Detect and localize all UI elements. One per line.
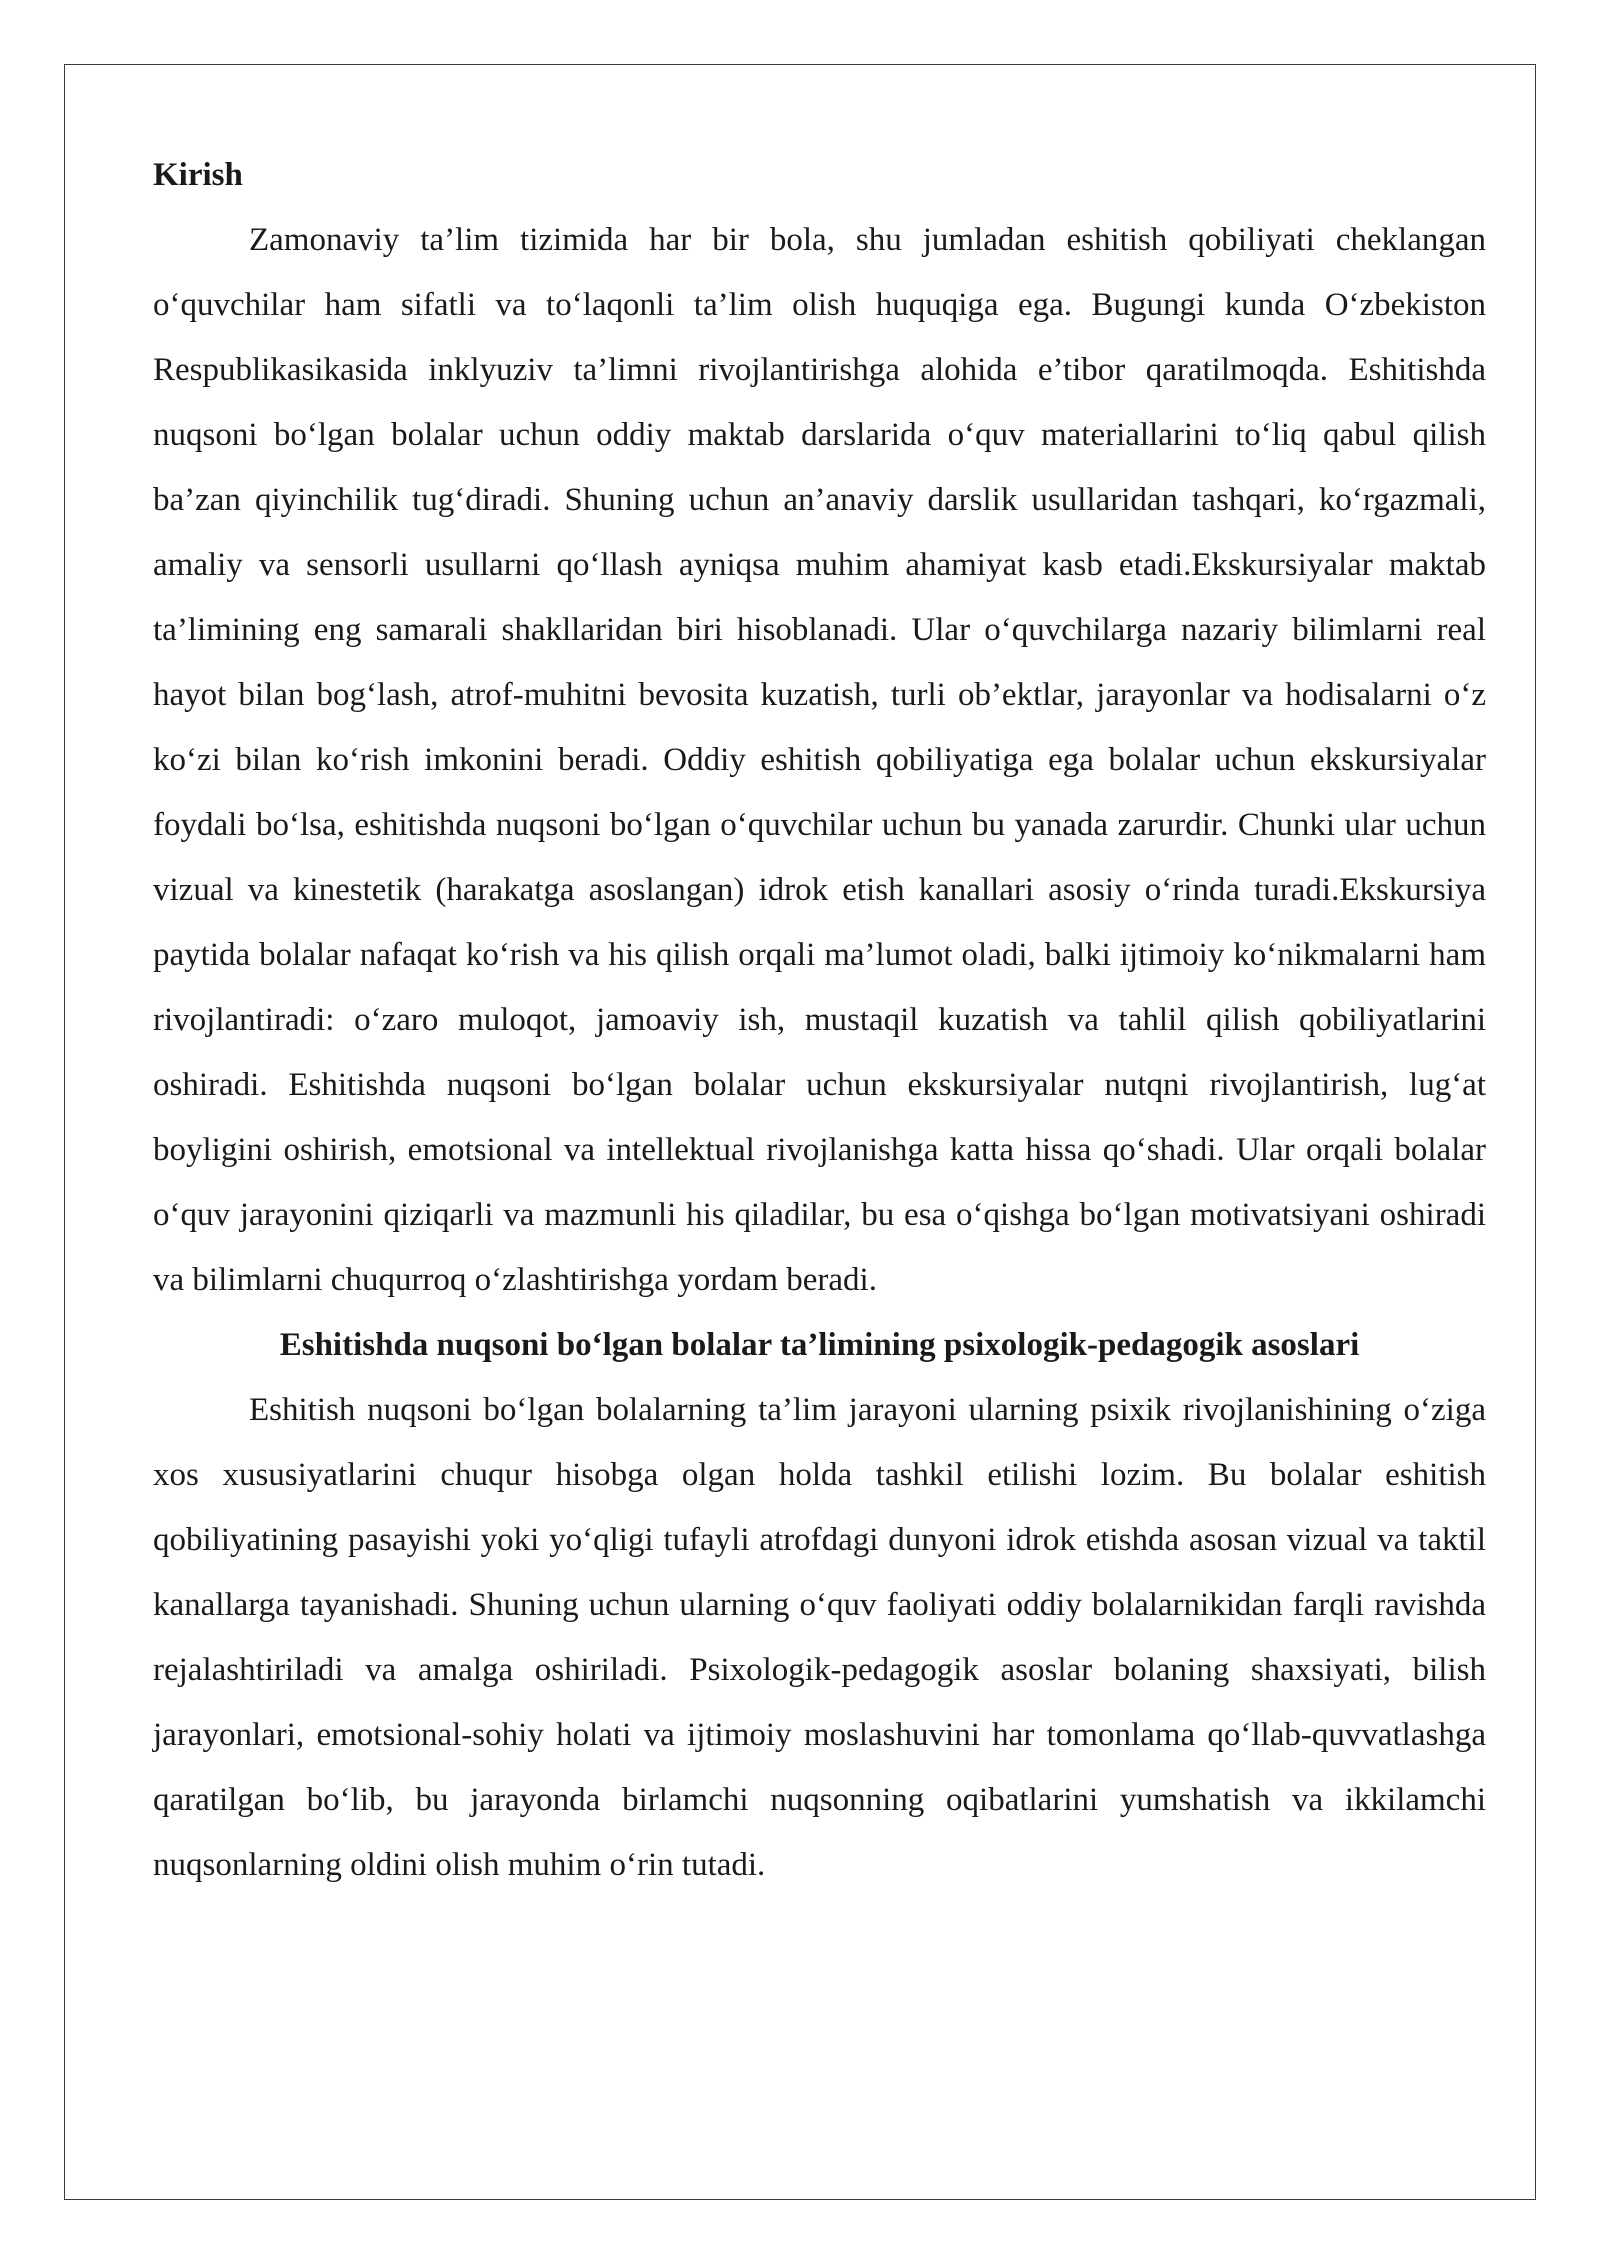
paragraph-psychological-pedagogical: Eshitish nuqsoni bo‘lgan bolalarning ta’lim jarayoni ularning psixik rivojlanishining o‘ziga xos xususiyatlarini chuqur hisobga olgan holda tashkil etilishi lozim. Bu bolalar eshitish qobiliyatining pasayishi yoki yo‘qligi tufayli atrofdagi dunyoni idrok etishda asosan vizual va taktil kanallarga tayanishadi. Shuning uchun ularning o‘quv faoliyati oddiy bolalarnikidan farqli ravishda rejalashtiriladi va amalga oshiriladi. Psixologik-pedagogik asoslar bolaning shaxsiyati, bilish jarayonlari, emotsional-sohiy holati va ijtimoiy moslashuvini har tomonlama qo‘llab-quvvatlashga qaratilgan bo‘lib, bu jarayonda birlamchi nuqsonning oqibatlarini yumshatish va ikkilamchi nuqsonlarning oldini olish muhim o‘rin tutadi. <box>153 1392 1486 1883</box>
document-body <box>153 143 1486 1898</box>
section-heading-psychological-pedagogical: Eshitishda nuqsoni bo‘lgan bolalar ta’limining psixologik-pedagogik asoslari <box>279 1327 1360 1363</box>
section-heading-kirish: Kirish <box>153 157 243 193</box>
paragraph-introduction: Zamonaviy ta’lim tizimida har bir bola, shu jumladan eshitish qobiliyati cheklangan o‘quvchilar ham sifatli va to‘laqonli ta’lim olish huquqiga ega. Bugungi kunda O‘zbekiston Respublikasikasida inklyuziv ta’limni rivojlantirishga alohida e’tibor qaratilmoqda. Eshitishda nuqsoni bo‘lgan bolalar uchun oddiy maktab darslarida o‘quv materiallarini to‘liq qabul qilish ba’zan qiyinchilik tug‘diradi. Shuning uchun an’anaviy darslik usullaridan tashqari, ko‘rgazmali, amaliy va sensorli usullarni qo‘llash ayniqsa muhim ahamiyat kasb etadi.Ekskursiyalar maktab ta’limining eng samarali shakllaridan biri hisoblanadi. Ular o‘quvchilarga nazariy bilimlarni real hayot bilan bog‘lash, atrof-muhitni bevosita kuzatish, turli ob’ektlar, jarayonlar va hodisalarni o‘z ko‘zi bilan ko‘rish imkonini beradi. Oddiy eshitish qobiliyatiga ega bolalar uchun ekskursiyalar foydali bo‘lsa, eshitishda nuqsoni bo‘lgan o‘quvchilar uchun bu yanada zarurdir. Chunki ular uchun vizual va kinestetik (harakatga asoslangan) idrok etish kanallari asosiy o‘rinda turadi.Ekskursiya paytida bolalar nafaqat ko‘rish va his qilish orqali ma’lumot oladi, balki ijtimoiy ko‘nikmalarni ham rivojlantiradi: o‘zaro muloqot, jamoaviy ish, mustaqil kuzatish va tahlil qilish qobiliyatlarini oshiradi. Eshitishda nuqsoni bo‘lgan bolalar uchun ekskursiyalar nutqni rivojlantirish, lug‘at boyligini oshirish, emotsional va intellektual rivojlanishga katta hissa qo‘shadi. Ular orqali bolalar o‘quv jarayonini qiziqarli va mazmunli his qiladilar, bu esa o‘qishga bo‘lgan motivatsiyani oshiradi va bilimlarni chuqurroq o‘zlashtirishga yordam beradi. <box>153 222 1486 1298</box>
